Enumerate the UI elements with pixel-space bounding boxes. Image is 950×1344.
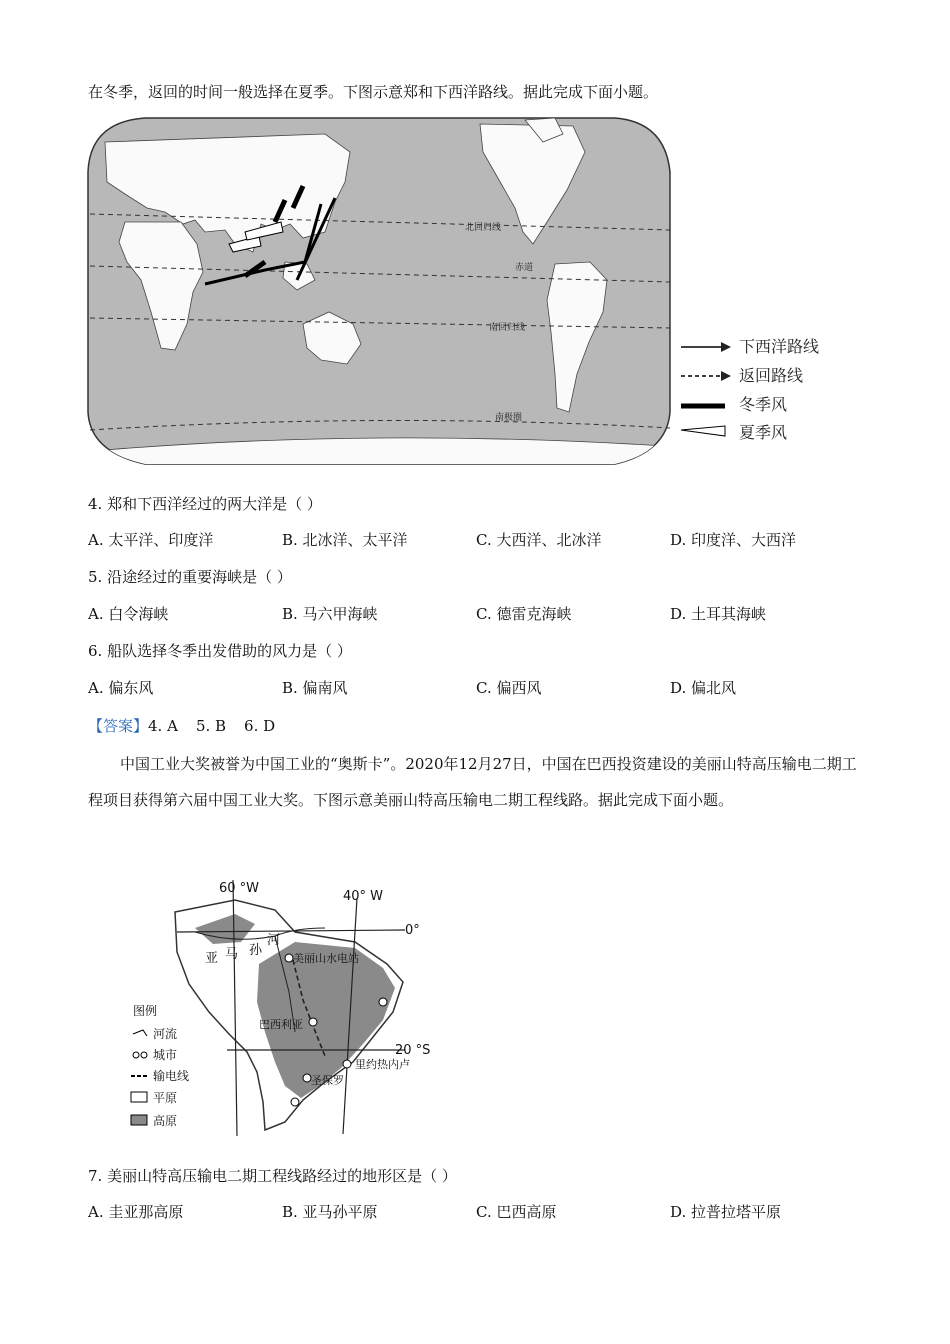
brazil-map-figure xyxy=(125,872,445,1136)
answer-item: 6. D xyxy=(244,717,276,735)
legend-plateau: 高原 xyxy=(153,1114,178,1128)
saopaulo-label: 圣保罗 xyxy=(311,1074,344,1087)
q6-stem: 6. 船队选择冬季出发借助的风力是（ ） xyxy=(88,642,352,660)
q5-option-b[interactable]: B. 马六甲海峡 xyxy=(282,605,378,623)
answer-item: 4. A xyxy=(148,717,178,735)
answer-line xyxy=(88,716,275,736)
q4-option-b[interactable]: B. 北冰洋、太平洋 xyxy=(282,531,408,549)
river-label: 河 xyxy=(267,933,281,948)
legend-winter-monsoon: 冬季风 xyxy=(739,395,788,414)
antarctic-circle-label: 南极圈 xyxy=(495,413,523,423)
amazon-label-2: 马 xyxy=(225,947,239,962)
equator-label: 赤道 xyxy=(515,263,534,273)
lat-20-label: 20 °S xyxy=(395,1043,431,1058)
lon-40-label: 40° W xyxy=(343,889,384,904)
passage-2: 中国工业大奖被誉为中国工业的“奥斯卡”。2020年12月27日，中国在巴西投资建设的美丽山特高压输电二期工程项目获得第六届中国工业大奖。下图示意美丽山特高压输电二期工程线路。据此完成下面小题。 xyxy=(88,755,857,809)
q5-stem: 5. 沿途经过的重要海峡是（ ） xyxy=(88,568,292,586)
q5-option-c[interactable]: C. 德雷克海峡 xyxy=(476,605,572,623)
legend-river: 河流 xyxy=(153,1027,178,1041)
q6-option-a[interactable]: A. 偏东风 xyxy=(88,679,154,697)
q6-option-d[interactable]: D. 偏北风 xyxy=(670,679,737,697)
q7-stem: 7. 美丽山特高压输电二期工程线路经过的地形区是（ ） xyxy=(88,1167,457,1185)
q6-option-b[interactable]: B. 偏南风 xyxy=(282,679,348,697)
amazon-label-1: 亚 xyxy=(205,951,219,966)
intro-text: 在冬季，返回的时间一般选择在夏季。下图示意郑和下西洋路线。据此完成下面小题。 xyxy=(88,83,659,101)
brasilia-label: 巴西利亚 xyxy=(259,1018,303,1031)
q4-option-a[interactable]: A. 太平洋、印度洋 xyxy=(88,531,214,549)
q7-option-a[interactable]: A. 圭亚那高原 xyxy=(88,1203,184,1221)
brazil-legend xyxy=(131,1003,189,1128)
hydro-label: 美丽山水电站 xyxy=(293,952,359,965)
amazon-label-3: 孙 xyxy=(249,943,263,958)
answer-item: 5. B xyxy=(195,717,227,735)
q5-option-a[interactable]: A. 白令海峡 xyxy=(88,605,169,623)
q7-option-d[interactable]: D. 拉普拉塔平原 xyxy=(670,1203,782,1221)
legend-return: 返回路线 xyxy=(739,366,804,385)
q7-option-c[interactable]: C. 巴西高原 xyxy=(476,1203,557,1221)
tropic-capricorn-label: 南回归线 xyxy=(489,323,526,333)
tropic-cancer-label: 北回归线 xyxy=(465,223,502,233)
legend-summer-monsoon: 夏季风 xyxy=(739,423,788,442)
q4-option-c[interactable]: C. 大西洋、北冰洋 xyxy=(476,531,602,549)
legend-city: 城市 xyxy=(153,1048,178,1062)
lon-60-label: 60 °W xyxy=(219,881,260,896)
answer-tag: 【答案】 xyxy=(88,717,149,735)
q4-option-d[interactable]: D. 印度洋、大西洋 xyxy=(670,531,797,549)
q7-option-b[interactable]: B. 亚马孙平原 xyxy=(282,1203,378,1221)
world-legend xyxy=(681,337,819,442)
world-map-figure xyxy=(85,112,865,472)
rio-label: 里约热内卢 xyxy=(355,1058,410,1071)
q6-option-c[interactable]: C. 偏西风 xyxy=(476,679,542,697)
q4-stem: 4. 郑和下西洋经过的两大洋是（ ） xyxy=(88,495,322,513)
q5-option-d[interactable]: D. 土耳其海峡 xyxy=(670,605,767,623)
lat-0-label: 0° xyxy=(405,923,420,938)
legend-title: 图例 xyxy=(133,1004,158,1018)
legend-outbound: 下西洋路线 xyxy=(739,337,820,356)
legend-plain: 平原 xyxy=(153,1091,178,1105)
legend-line: 输电线 xyxy=(153,1069,190,1083)
